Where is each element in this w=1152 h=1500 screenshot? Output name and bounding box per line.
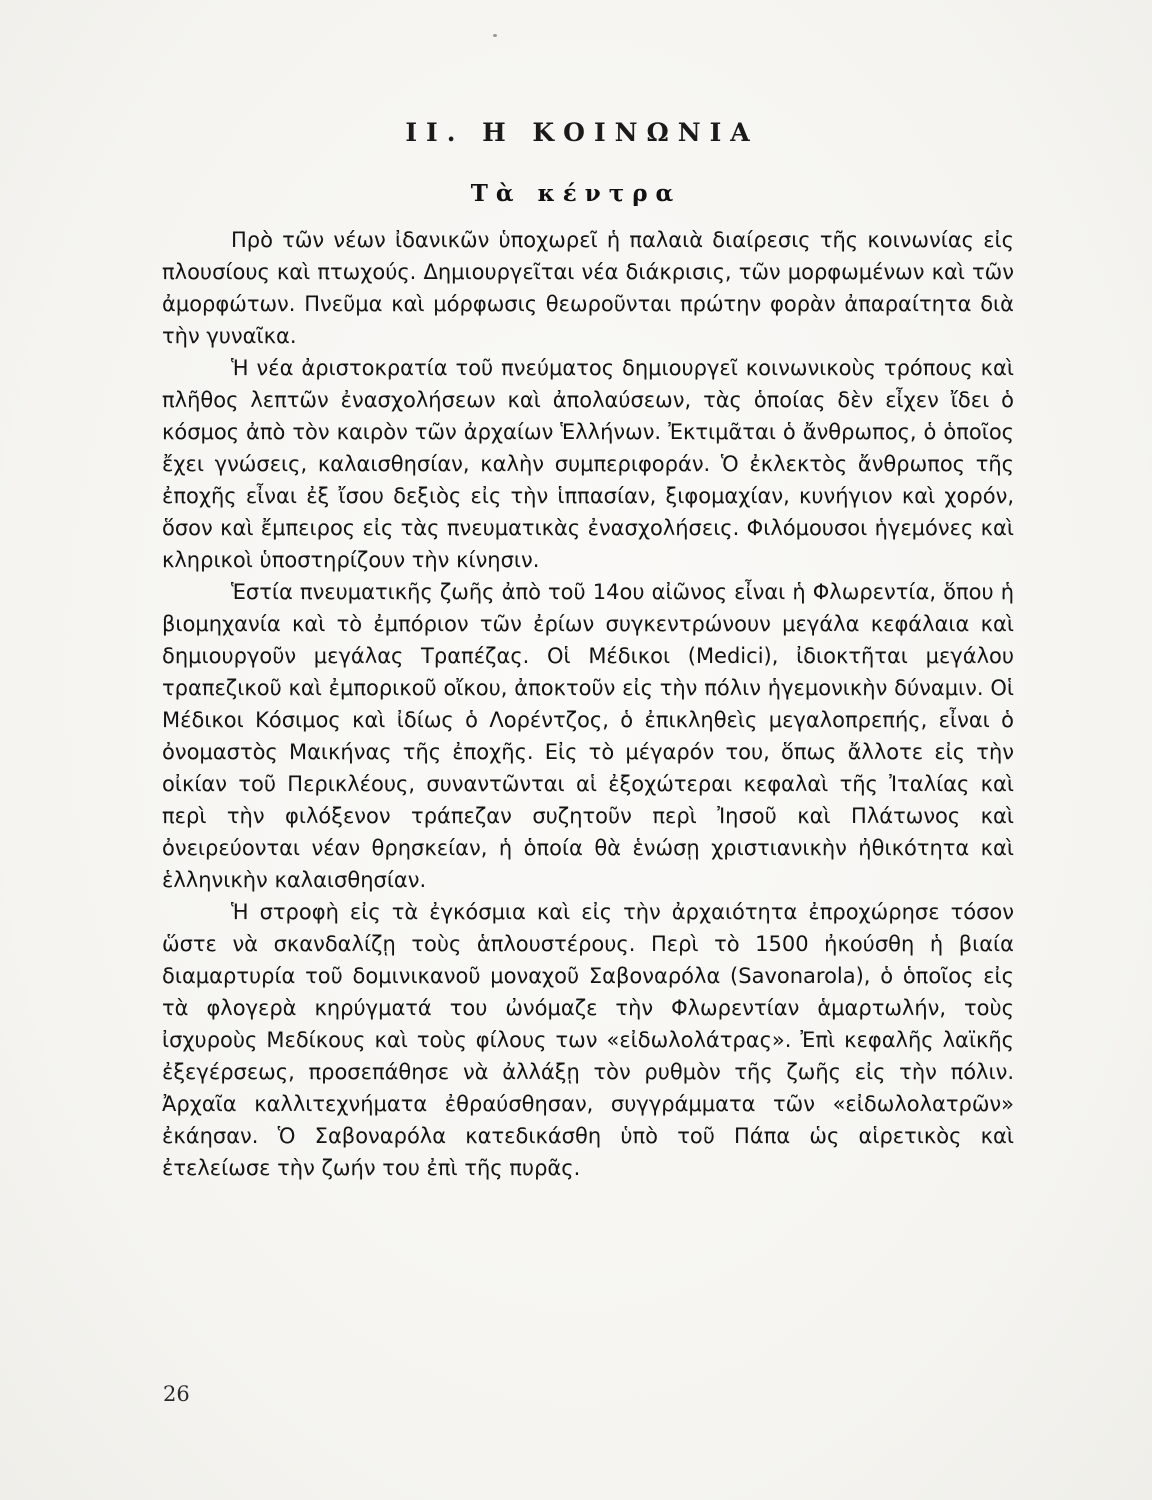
- paragraph: Ἡ στροφὴ εἰς τὰ ἐγκόσμια καὶ εἰς τὴν ἀρχαιότητα ἐπροχώρησε τόσον ὥστε νὰ σκανδαλίζῃ τοὺς ἁπλουστέρους. Περὶ τὸ 1500 ἠκούσθη ἡ βιαία διαμαρτυρία τοῦ δομινικανοῦ μοναχοῦ Σαβοναρόλα (Savonarola), ὁ ὁποῖος εἰς τὰ φλογερὰ κηρύγματά του ὠνόμαζε τὴν Φλωρεντίαν ἁμαρτωλήν, τοὺς ἰσχυροὺς Μεδίκους καὶ τοὺς φίλους των «εἰδωλολάτρας». Ἐπὶ κεφαλῆς λαϊκῆς ἐξεγέρσεως, προσεπάθησε νὰ ἀλλάξῃ τὸν ρυθμὸν τῆς ζωῆς εἰς τὴν πόλιν. Ἀρχαῖα καλλιτεχνήματα ἐθραύσθησαν, συγγράμματα τῶν «εἰδωλολατρῶν» ἐκάησαν. Ὁ Σαβοναρόλα κατεδικάσθη ὑπὸ τοῦ Πάπα ὡς αἱρετικὸς καὶ ἐτελείωσε τὴν ζωήν του ἐπὶ τῆς πυρᾶς.: [162, 900, 1014, 1180]
- paragraph: Πρὸ τῶν νέων ἰδανικῶν ὑποχωρεῖ ἡ παλαιὰ διαίρεσις τῆς κοινωνίας εἰς πλουσίους καὶ πτωχούς. Δημιουργεῖται νέα διάκρισις, τῶν μορφωμένων καὶ τῶν ἀμορφώτων. Πνεῦμα καὶ μόρφωσις θεωροῦνται πρώτην φορὰν ἀπαραίτητα διὰ τὴν γυναῖκα.: [162, 228, 1014, 348]
- section-title: Τὰ κέντρα: [470, 180, 682, 207]
- body-text: [162, 224, 1014, 1184]
- page-number: 26: [163, 1382, 190, 1406]
- speck-mark: [493, 34, 497, 37]
- chapter-title: II. Η ΚΟΙΝΩΝΙΑ: [405, 118, 759, 147]
- paragraph: Ἑστία πνευματικῆς ζωῆς ἀπὸ τοῦ 14ου αἰῶνος εἶναι ἡ Φλωρεντία, ὅπου ἡ βιομηχανία καὶ τὸ ἐμπόριον τῶν ἐρίων συγκεντρώνουν μεγάλα κεφάλαια καὶ δημιουργοῦν μεγάλας Τραπέζας. Οἱ Μέδικοι (Medici), ἰδιοκτῆται μεγάλου τραπεζικοῦ καὶ ἐμπορικοῦ οἴκου, ἀποκτοῦν εἰς τὴν πόλιν ἡγεμονικὴν δύναμιν. Οἱ Μέδικοι Κόσιμος καὶ ἰδίως ὁ Λορέντζος, ὁ ἐπικληθεὶς μεγαλοπρεπής, εἶναι ὁ ὀνομαστὸς Μαικήνας τῆς ἐποχῆς. Εἰς τὸ μέγαρόν του, ὅπως ἄλλοτε εἰς τὴν οἰκίαν τοῦ Περικλέους, συναντῶνται αἱ ἐξοχώτεραι κεφαλαὶ τῆς Ἰταλίας καὶ περὶ τὴν φιλόξενον τράπεζαν συζητοῦν περὶ Ἰησοῦ καὶ Πλάτωνος καὶ ὀνειρεύονται νέαν θρησκείαν, ἡ ὁποία θὰ ἑνώσῃ χριστιανικὴν ἠθικότητα καὶ ἑλληνικὴν καλαισθησίαν.: [162, 580, 1014, 892]
- paragraph: Ἡ νέα ἀριστοκρατία τοῦ πνεύματος δημιουργεῖ κοινωνικοὺς τρόπους καὶ πλῆθος λεπτῶν ἐνασχολήσεων καὶ ἀπολαύσεων, τὰς ὁποίας δὲν εἶχεν ἴδει ὁ κόσμος ἀπὸ τὸν καιρὸν τῶν ἀρχαίων Ἑλλήνων. Ἐκτιμᾶται ὁ ἄνθρωπος, ὁ ὁποῖος ἔχει γνώσεις, καλαισθησίαν, καλὴν συμπεριφοράν. Ὁ ἐκλεκτὸς ἄνθρωπος τῆς ἐποχῆς εἶναι ἐξ ἴσου δεξιὸς εἰς τὴν ἱππασίαν, ξιφομαχίαν, κυνήγιον καὶ χορόν, ὅσον καὶ ἔμπειρος εἰς τὰς πνευματικὰς ἐνασχολήσεις. Φιλόμουσοι ἡγεμόνες καὶ κληρικοὶ ὑποστηρίζουν τὴν κίνησιν.: [162, 356, 1014, 572]
